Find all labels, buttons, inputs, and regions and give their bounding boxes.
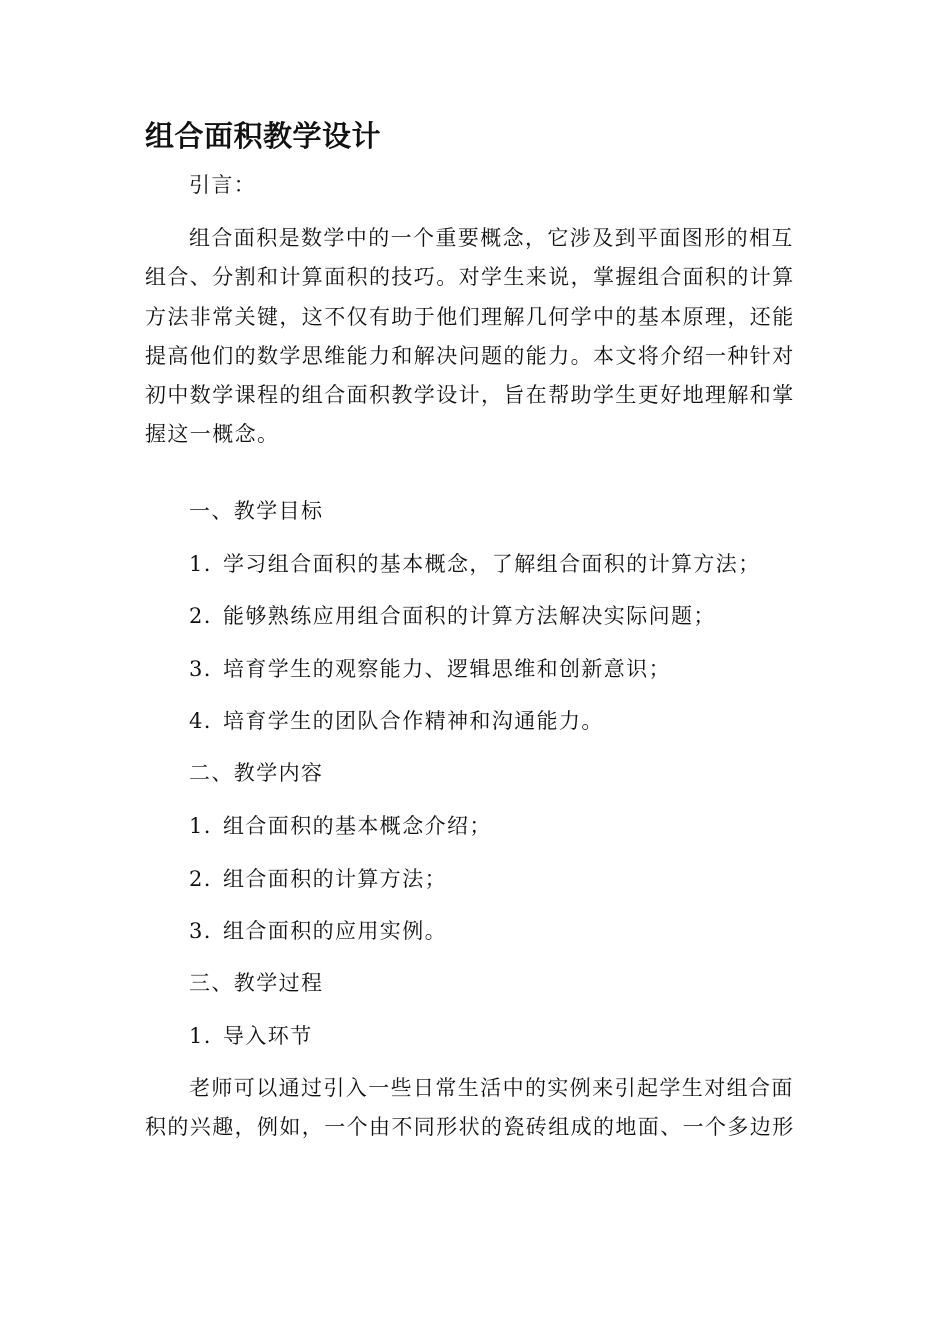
section-heading: 三、教学过程 [189,971,324,995]
intro-paragraph-line: 初中数学课程的组合面积教学设计，旨在帮助学生更好地理解和掌 [145,383,795,407]
list-item-number: 3. [189,657,212,681]
list-item-text: 培育学生的团队合作精神和沟通能力。 [223,709,604,733]
list-item [189,654,849,684]
list-item-number: 2. [189,867,212,891]
intro-paragraph-line: 提高他们的数学思维能力和解决问题的能力。本文将介绍一种针对 [145,344,795,368]
list-item-text: 组合面积的计算方法； [223,867,447,891]
list-item-text: 能够熟练应用组合面积的计算方法解决实际问题； [223,604,716,628]
intro-paragraph-line: 组合面积是数学中的一个重要概念，它涉及到平面图形的相互 [189,226,794,250]
list-item-text: 组合面积的基本概念介绍； [223,814,492,838]
intro-paragraph-line: 方法非常关键，这不仅有助于他们理解几何学中的基本原理，还能 [145,305,795,329]
list-item-number: 3. [189,919,212,943]
list-item [189,811,849,841]
list-item [189,706,849,736]
section-heading: 一、教学目标 [189,499,324,523]
page-title: 组合面积教学设计 [145,119,382,153]
list-item-text: 培育学生的观察能力、逻辑思维和创新意识； [223,657,671,681]
intro-label: 引言： [189,173,257,197]
list-item-text: 导入环节 [223,1024,313,1048]
intro-paragraph-line: 握这一概念。 [145,422,280,446]
list-item-number: 1. [189,552,212,576]
list-item-text: 组合面积的应用实例。 [223,919,447,943]
list-item-number: 4. [189,709,212,733]
list-item [189,549,849,579]
list-item [189,864,849,894]
list-item-text: 学习组合面积的基本概念，了解组合面积的计算方法； [223,552,761,576]
list-item [189,916,849,946]
paragraph-line: 老师可以通过引入一些日常生活中的实例来引起学生对组合面 [189,1076,794,1100]
intro-paragraph-line: 组合、分割和计算面积的技巧。对学生来说，掌握组合面积的计算 [145,265,795,289]
list-item [189,601,849,631]
section-heading: 二、教学内容 [189,761,324,785]
paragraph-line: 积的兴趣，例如，一个由不同形状的瓷砖组成的地面、一个多边形 [145,1115,795,1139]
subsection-heading [189,1021,849,1051]
list-item-number: 1. [189,1024,212,1048]
list-item-number: 2. [189,604,212,628]
list-item-number: 1. [189,814,212,838]
